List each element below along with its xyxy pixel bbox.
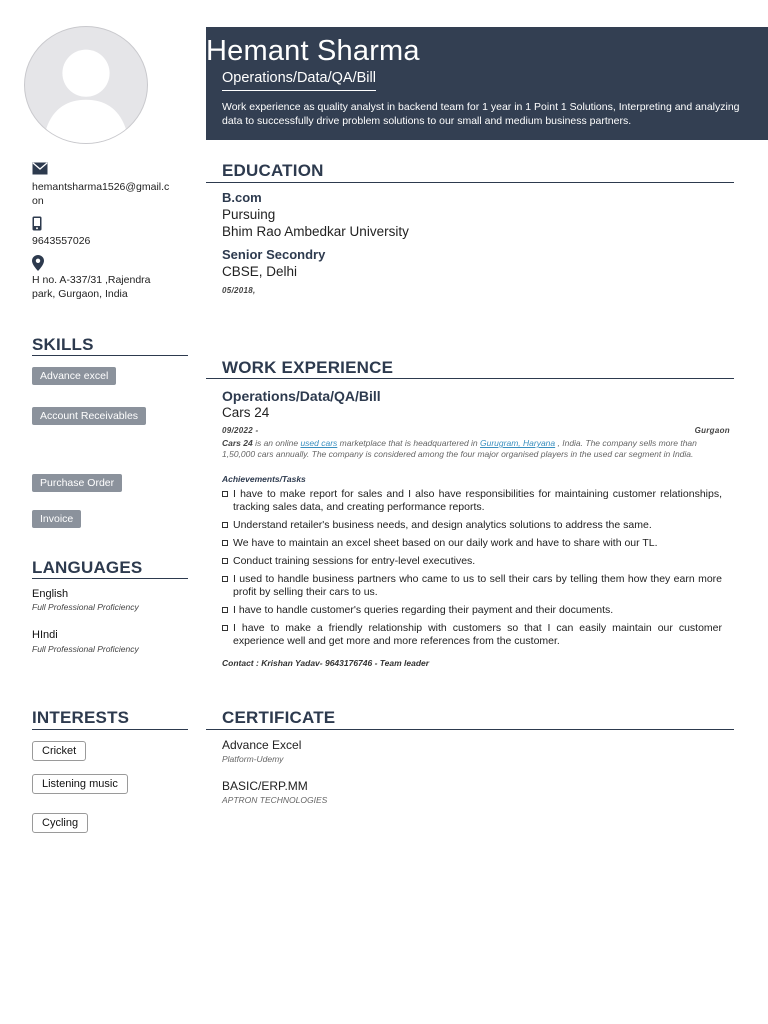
certificate-name: BASIC/ERP.MM <box>222 779 308 793</box>
language-level: Full Professional Proficiency <box>32 644 139 654</box>
languages-divider <box>32 578 188 579</box>
email-line-1: hemantsharma1526@gmail.c <box>32 181 170 193</box>
list-item: I have to make report for sales and I also have responsibilities for maintaining customer relationships, tracking sales data, and creating performance reports. <box>222 488 722 514</box>
skill-tag: Invoice <box>32 510 81 528</box>
education-heading: EDUCATION <box>222 161 324 180</box>
education-divider <box>206 182 734 183</box>
list-item: I have to make a friendly relationship with customers so that I can easily maintain our customer experience well and get more and more references from the customer. <box>222 622 722 648</box>
phone-number: 9643557026 <box>32 235 91 247</box>
interests-divider <box>32 729 188 730</box>
job-title: Operations/Data/QA/Bill <box>222 70 376 91</box>
achievements-label: Achievements/Tasks <box>222 474 306 484</box>
interests-heading: INTERESTS <box>32 708 130 727</box>
degree-status: Pursuing <box>222 207 276 222</box>
used-cars-link[interactable]: used cars <box>300 438 338 448</box>
language-name: English <box>32 588 69 600</box>
task-list <box>222 488 722 653</box>
contact-phone <box>32 216 192 249</box>
avatar <box>24 26 148 144</box>
list-item: We have to maintain an excel sheet based on our daily work and have to share with our TL. <box>222 537 722 550</box>
description-company: Cars 24 <box>222 438 253 448</box>
address-line-1: H no. A-337/31 ,Rajendra <box>32 274 151 286</box>
reference-contact: Contact : Krishan Yadav- 9643176746 - Team leader <box>222 658 430 668</box>
phone-icon <box>32 216 192 232</box>
certificate-org: APTRON TECHNOLOGIES <box>222 795 328 805</box>
address-line-2: park, Gurgaon, India <box>32 287 128 300</box>
header-banner <box>206 27 768 140</box>
work-position: Operations/Data/QA/Bill <box>222 388 381 404</box>
contact-address <box>32 255 192 301</box>
education-date: 05/2018, <box>222 286 256 295</box>
work-heading: WORK EXPERIENCE <box>222 358 394 377</box>
certificate-org: Platform-Udemy <box>222 754 284 764</box>
list-item: I used to handle business partners who came to us to sell their cars by telling them how they earn more profit by selling their cars to us. <box>222 573 722 599</box>
email-line-2: on <box>32 194 44 207</box>
company-description: Cars 24 is an online used cars marketplace that is headquartered in Gurugram, Haryana , India. The company sells more than 1,50,000 cars annually. The company is considered among the four major organised players in the used car segment in India. <box>222 438 697 459</box>
square-bullet-icon <box>222 607 228 613</box>
skills-divider <box>32 355 188 356</box>
list-item: Conduct training sessions for entry-level executives. <box>222 555 722 568</box>
square-bullet-icon <box>222 558 228 564</box>
work-divider <box>206 378 734 379</box>
skill-tag: Advance excel <box>32 367 116 385</box>
square-bullet-icon <box>222 625 228 631</box>
institution-name: CBSE, Delhi <box>222 264 298 279</box>
interest-tag: Cycling <box>32 813 88 833</box>
location-link[interactable]: Gurugram, Haryana <box>480 438 556 448</box>
profile-summary: Work experience as quality analyst in backend team for 1 year in 1 Point 1 Solutions, Interpreting and analyzing data to successfully drive problem solutions to our small and medium business partners. <box>222 101 740 127</box>
work-company: Cars 24 <box>222 405 270 420</box>
user-silhouette-icon <box>25 27 147 143</box>
list-item: Understand retailer's business needs, and design analytics solutions to address the same. <box>222 519 722 532</box>
certificate-heading: CERTIFICATE <box>222 708 336 727</box>
list-item: I have to handle customer's queries regarding their payment and their documents. <box>222 604 722 617</box>
square-bullet-icon <box>222 522 228 528</box>
language-name: HIndi <box>32 629 58 641</box>
square-bullet-icon <box>222 491 228 497</box>
institution-name: Bhim Rao Ambedkar University <box>222 224 409 239</box>
interest-tag: Listening music <box>32 774 128 794</box>
work-location: Gurgaon <box>694 426 730 435</box>
certificate-name: Advance Excel <box>222 738 302 752</box>
degree-title: B.com <box>222 190 262 205</box>
square-bullet-icon <box>222 540 228 546</box>
skill-tag: Purchase Order <box>32 474 122 492</box>
location-pin-icon <box>32 255 192 271</box>
language-level: Full Professional Proficiency <box>32 602 139 612</box>
full-name: Hemant Sharma <box>206 35 420 67</box>
interest-tag: Cricket <box>32 741 86 761</box>
certificate-divider <box>206 729 734 730</box>
contact-email <box>32 162 192 208</box>
degree-title: Senior Secondry <box>222 247 326 262</box>
envelope-icon <box>32 162 192 178</box>
languages-heading: LANGUAGES <box>32 558 143 577</box>
skills-heading: SKILLS <box>32 335 94 354</box>
skill-tag: Account Receivables <box>32 407 146 425</box>
square-bullet-icon <box>222 576 228 582</box>
work-date: 09/2022 - <box>222 426 259 435</box>
